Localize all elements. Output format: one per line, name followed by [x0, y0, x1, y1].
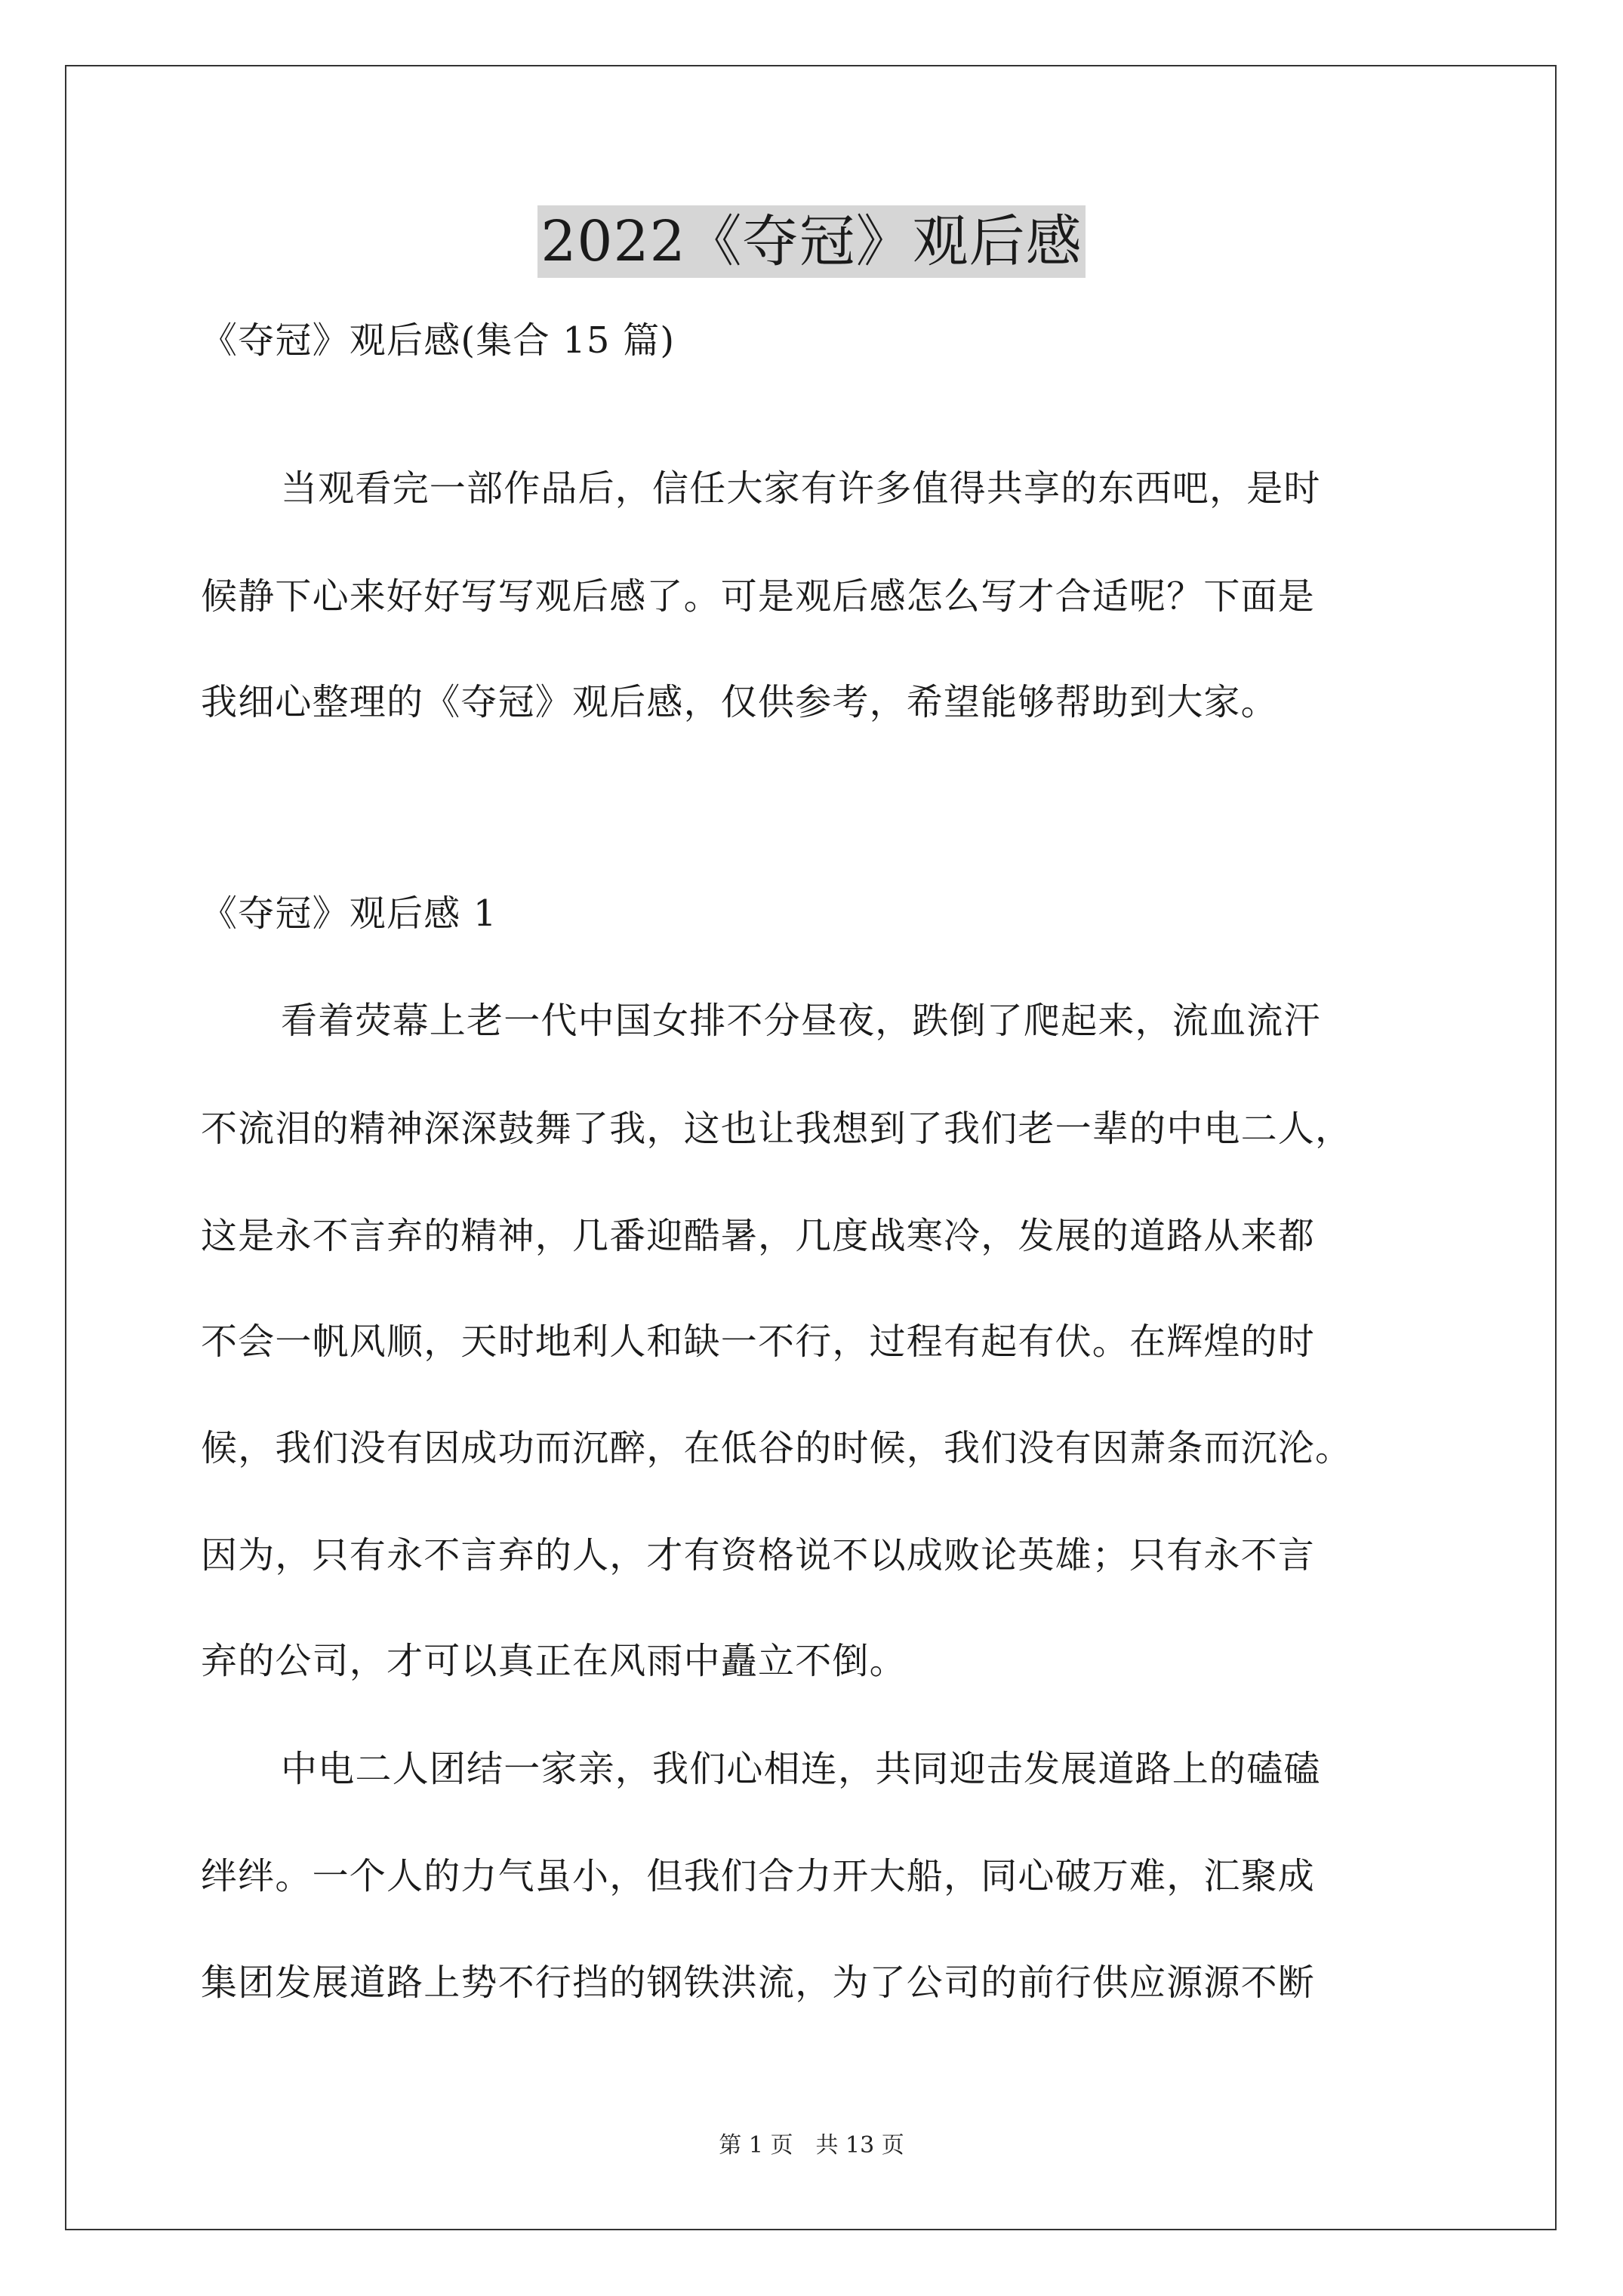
para1-line: 候，我们没有因成功而沉醉，在低谷的时候，我们没有因萧条而沉沦。 [201, 1427, 1353, 1469]
intro-line: 候静下心来好好写写观后感了。可是观后感怎么写才合适呢？下面是 [201, 575, 1316, 618]
para1-line: 不会一帆风顺，天时地利人和缺一不行，过程有起有伏。在辉煌的时 [201, 1321, 1316, 1363]
document-subtitle: 《夺冠》观后感(集合 15 篇) [201, 319, 676, 362]
para1-line: 看着荧幕上老一代中国女排不分昼夜，跌倒了爬起来，流血流汗 [281, 1000, 1321, 1042]
para2-line: 中电二人团结一家亲，我们心相连，共同迎击发展道路上的磕磕 [281, 1748, 1321, 1790]
para1-line: 弃的公司，才可以真正在风雨中矗立不倒。 [201, 1640, 907, 1682]
title-wrap [0, 205, 1623, 278]
intro-line: 我细心整理的《夺冠》观后感，仅供参考，希望能够帮助到大家。 [201, 681, 1278, 723]
para1-line: 因为，只有永不言弃的人，才有资格说不以成败论英雄；只有永不言 [201, 1534, 1316, 1576]
para2-line: 绊绊。一个人的力气虽小，但我们合力开大船，同心破万难，汇聚成 [201, 1855, 1316, 1897]
page-footer: 第 1 页 共 13 页 [719, 2132, 904, 2159]
para1-line: 不流泪的精神深深鼓舞了我，这也让我想到了我们老一辈的中电二人， [201, 1108, 1353, 1150]
section-heading: 《夺冠》观后感 1 [201, 892, 497, 935]
para2-line: 集团发展道路上势不行挡的钢铁洪流，为了公司的前行供应源源不断 [201, 1962, 1316, 2004]
intro-line: 当观看完一部作品后，信任大家有许多值得共享的东西吧，是时 [281, 467, 1321, 510]
para1-line: 这是永不言弃的精神，几番迎酷暑，几度战寒冷，发展的道路从来都 [201, 1215, 1316, 1257]
document-title: 2022《夺冠》观后感 [537, 205, 1085, 278]
